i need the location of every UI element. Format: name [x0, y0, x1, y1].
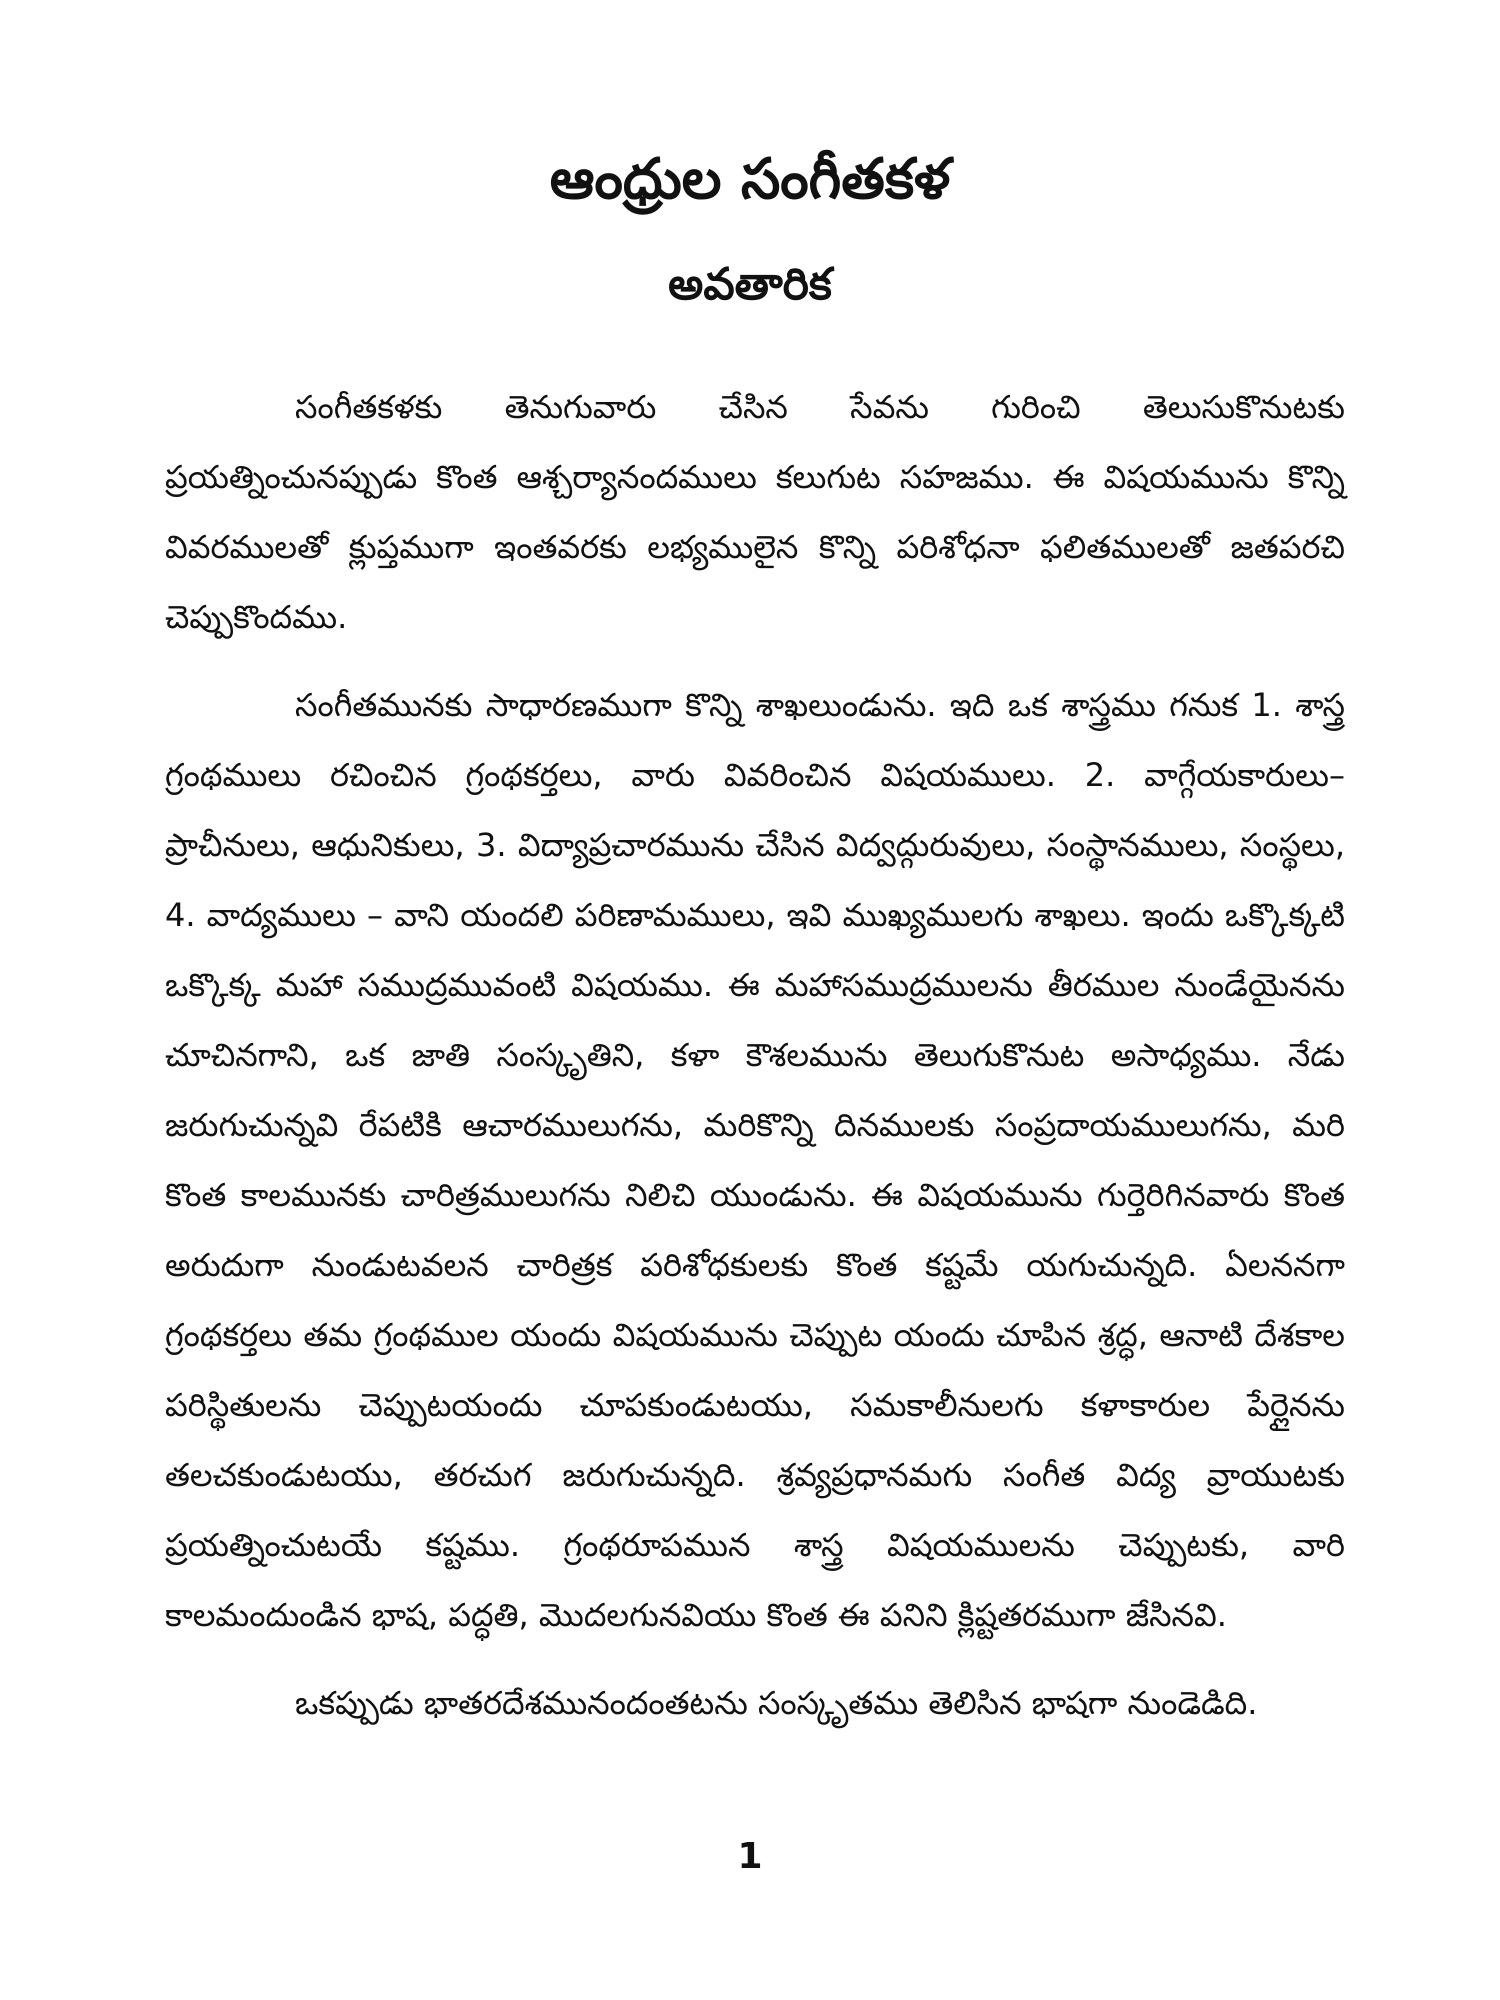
paragraph-2: సంగీతమునకు సాధారణముగా కొన్ని శాఖలుండును. ఇది ఒక శాస్త్రము గనుక 1. శాస్త్ర గ్రంథములు రచించిన గ్రంథకర్తలు, వారు వివరించిన విషయములు. 2. వాగ్గేయకారులు– ప్రాచీనులు, ఆధునికులు, 3. విద్యాప్రచారమును చేసిన విద్వద్గురువులు, సంస్థానములు, సంస్థలు, 4. వాద్యములు – వాని యందలి పరిణామములు, ఇవి ముఖ్యములగు శాఖలు. ఇందు ఒక్కొక్కటి ఒక్కొక్క మహా సముద్రమువంటి విషయము. ఈ మహాసముద్రములను తీరముల నుండేయైనను చూచినగాని, ఒక జాతి సంస్కృతిని, కళా కౌశలమును తెలుగుకొనుట అసాధ్యము. నేడు జరుగుచున్నవి రేపటికి ఆచారములుగను, మరికొన్ని దినములకు సంప్రదాయములుగను, మరి కొంత కాలమునకు చారిత్రములుగను నిలిచి యుండును. ఈ విషయమును గుర్తెరిగినవారు కొంత అరుదుగా నుండుటవలన చారిత్రక పరిశోధకులకు కొంత కష్టమే యగుచున్నది. ఏలననగా గ్రంథకర్తలు తమ గ్రంథముల యందు విషయమును చెప్పుట యందు చూపిన శ్రద్ధ, ఆనాటి దేశకాల పరిస్థితులను చెప్పుటయందు చూపకుండుటయు, సమకాలీనులగు కళాకారుల పేర్లైనను తలచకుండుటయు, తరచుగ జరుగుచున్నది. శ్రవ్యప్రధానమగు సంగీత విద్య వ్రాయుటకు ప్రయత్నించుటయే కష్టము. గ్రంథరూపమున శాస్త్ర విషయములను చెప్పుటకు, వారి కాలమందుండిన భాష, పద్ధతి, మొదలగునవియు కొంత ఈ పనిని క్లిష్టతరముగా జేసినవి. [165, 686, 1345, 1634]
body-text [165, 372, 1345, 1756]
page-title: ఆంధ్రుల సంగీతకళ [549, 147, 951, 212]
paragraph-1: సంగీతకళకు తెనుగువారు చేసిన సేవను గురించి తెలుసుకొనుటకు ప్రయత్నించునప్పుడు కొంత ఆశ్చర్యానందములు కలుగుట సహజము. ఈ విషయమును కొన్ని వివరములతో క్లుప్తముగా ఇంతవరకు లభ్యములైన కొన్ని పరిశోధనా ఫలితములతో జతపరచి చెప్పుకొందము. [165, 388, 1345, 636]
paragraph-3: ఒకప్పుడు భాతరదేశమునందంతటను సంస్కృతము తెలిసిన భాషగా నుండెడిది. [295, 1684, 1258, 1722]
page-number: 1 [737, 1836, 763, 1877]
section-heading: అవతారిక [668, 259, 832, 310]
